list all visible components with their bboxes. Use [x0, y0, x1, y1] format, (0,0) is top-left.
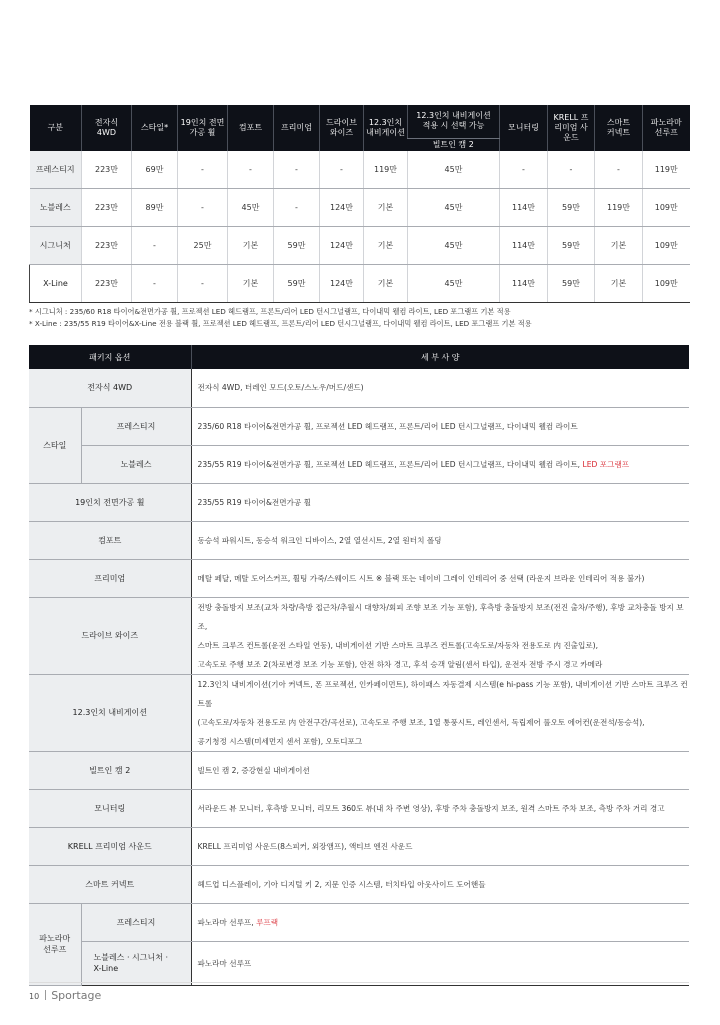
table-row: [29, 865, 689, 903]
header-navi-option: 12.3인치 내비게이션 적용 시 선택 가능: [408, 105, 500, 138]
option-desc: 235/55 R19 타이어&전면가공 휠: [191, 483, 689, 521]
price-cell: -: [320, 151, 364, 189]
option-group-name: 파노라마 선루프: [29, 903, 81, 985]
price-cell: 109만: [643, 189, 690, 227]
option-price-table: [29, 105, 690, 303]
option-desc: 동승석 파워시트, 동승석 워크인 디바이스, 2열 열선시트, 2열 원터치 폴딩: [191, 521, 689, 559]
price-cell: 114만: [500, 189, 548, 227]
table-row: [30, 189, 690, 227]
option-name: 19인치 전면가공 휠: [29, 483, 191, 521]
footer-separator: [45, 990, 46, 1000]
option-desc: 서라운드 뷰 모니터, 후측방 모니터, 리모트 360도 뷰(내 차 주변 영상), 후방 주차 충돌방지 보조, 원격 스마트 주차 보조, 측방 주차 거리 경고: [191, 789, 689, 827]
price-cell: 119만: [643, 151, 690, 189]
header-awd: 전자식 4WD: [82, 105, 132, 151]
price-cell: 기본: [364, 189, 408, 227]
price-cell: 45만: [228, 189, 274, 227]
option-desc: 메탈 페달, 메탈 도어스커프, 휠팅 가죽/스웨이드 시트 ※ 블랙 또는 네이비 그레이 인테리어 중 선택 (라운지 브라운 인테리어 적용 불가): [191, 559, 689, 597]
price-cell: 59만: [548, 227, 595, 265]
price-cell: 기본: [228, 227, 274, 265]
footnote-xline: * X-Line : 235/55 R19 타이어&X-Line 전용 블랙 휠, 프로젝션 LED 헤드램프, 프론트/리어 LED 턴시그널램프, 다이내믹 웰컴 라이트, LED 포그램프 기본 적용: [29, 319, 532, 328]
price-cell: 기본: [595, 227, 643, 265]
table-row: [29, 941, 689, 985]
option-desc: 파노라마 선루프, 루프랙: [191, 903, 689, 941]
option-name: KRELL 프리미엄 사운드: [29, 827, 191, 865]
option-sub-name: 노블레스 · 시그니처 · X-Line: [81, 941, 191, 985]
footnotes: [29, 306, 532, 330]
header-krell: KRELL 프리미엄 사운드: [548, 105, 595, 151]
option-desc: 헤드업 디스플레이, 기아 디지털 키 2, 지문 인증 시스템, 터치타입 아웃사이드 도어핸들: [191, 865, 689, 903]
price-cell: 45만: [408, 227, 500, 265]
price-cell: 109만: [643, 227, 690, 265]
header-drive-wise: 드라이브 와이즈: [320, 105, 364, 151]
price-cell: -: [500, 151, 548, 189]
price-cell: 59만: [548, 189, 595, 227]
table-row: [29, 521, 689, 559]
table-row: [30, 151, 690, 189]
table-row: [29, 674, 689, 751]
price-cell: -: [132, 227, 178, 265]
option-group-name: 스타일: [29, 407, 81, 483]
option-name: 스마트 커넥트: [29, 865, 191, 903]
table-row: [29, 597, 689, 674]
option-desc: 12.3인치 내비게이션(기아 커넥트, 폰 프로젝션, 인카페이먼트), 하이패스 자동결제 시스템(e hi-pass 기능 포함), 내비게이션 기반 스마트 크루즈 컨트롤 (고속도로/자동차 전용도로 内 안전구간/곡선로), 고속도로 주행 보조, 1열 통풍시트, 레인센서, 독립제어 풀오토 에어컨(운전석/동승석), 공기청정 시스템(미세먼지 센서 포함), 오토디포그: [191, 674, 689, 751]
price-cell: 223만: [82, 189, 132, 227]
price-cell: -: [132, 265, 178, 303]
header-style: 스타일*: [132, 105, 178, 151]
trim-name: 시그니처: [30, 227, 82, 265]
header-builtin-cam: 빌트인 캠 2: [408, 138, 500, 151]
price-cell: 45만: [408, 151, 500, 189]
price-cell: -: [548, 151, 595, 189]
table-row: [29, 483, 689, 521]
option-desc: 235/55 R19 타이어&전면가공 휠, 프로젝션 LED 헤드램프, 프론트/리어 LED 턴시그널램프, 다이내믹 웰컴 라이트, LED 포그램프: [191, 445, 689, 483]
price-cell: 기본: [364, 265, 408, 303]
option-name: 프리미엄: [29, 559, 191, 597]
header-panorama: 파노라마 선루프: [643, 105, 690, 151]
table-row: [29, 827, 689, 865]
option-desc: 파노라마 선루프: [191, 941, 689, 985]
price-cell: 109만: [643, 265, 690, 303]
option-desc: 전방 충돌방지 보조(교차 차량/측방 접근차/추월시 대향차/회피 조향 보조 기능 포함), 후측방 충돌방지 보조(전진 출차/주행), 후방 교차충돌 방지 보조, 스마트 크루즈 컨트롤(운전 스타일 연동), 내비게이션 기반 스마트 크루즈 컨트롤(고속도로/자동차 전용도로 内 진출입로), 고속도로 주행 보조 2(차로변경 보조 기능 포함), 안전 하차 경고, 후석 승객 알림(센서 타입), 운전자 전방 주시 경고 카메라: [191, 597, 689, 674]
option-sub-name: 노블레스: [81, 445, 191, 483]
option-desc: KRELL 프리미엄 사운드(8스피커, 외장앰프), 액티브 엔진 사운드: [191, 827, 689, 865]
price-cell: -: [178, 265, 228, 303]
price-cell: -: [595, 151, 643, 189]
price-cell: 45만: [408, 189, 500, 227]
price-cell: -: [178, 189, 228, 227]
table-row: [29, 559, 689, 597]
price-cell: 124만: [320, 227, 364, 265]
table-row: [29, 369, 689, 407]
option-name: 드라이브 와이즈: [29, 597, 191, 674]
header-package-option: 패키지 옵션: [29, 345, 191, 369]
price-cell: 119만: [595, 189, 643, 227]
price-cell: 124만: [320, 189, 364, 227]
trim-name: 노블레스: [30, 189, 82, 227]
price-cell: 124만: [320, 265, 364, 303]
table-row: [29, 789, 689, 827]
price-cell: 114만: [500, 265, 548, 303]
page-footer: [29, 989, 101, 1002]
footer-divider: [29, 982, 689, 983]
price-cell: 223만: [82, 151, 132, 189]
page-number: 10: [29, 992, 40, 1001]
price-cell: -: [274, 151, 320, 189]
price-cell: 기본: [364, 227, 408, 265]
header-smart-connect: 스마트 커넥트: [595, 105, 643, 151]
price-cell: 45만: [408, 265, 500, 303]
option-name: 12.3인치 내비게이션: [29, 674, 191, 751]
trim-name: 프레스티지: [30, 151, 82, 189]
header-wheel: 19인치 전면가공 휠: [178, 105, 228, 151]
price-cell: 114만: [500, 227, 548, 265]
header-premium: 프리미엄: [274, 105, 320, 151]
option-sub-name: 프레스티지: [81, 903, 191, 941]
price-cell: 223만: [82, 227, 132, 265]
price-cell: 25만: [178, 227, 228, 265]
price-cell: 89만: [132, 189, 178, 227]
option-name: 모니터링: [29, 789, 191, 827]
option-desc: 235/60 R18 타이어&전면가공 휠, 프로젝션 LED 헤드램프, 프론트/리어 LED 턴시그널램프, 다이내믹 웰컴 라이트: [191, 407, 689, 445]
price-cell: 69만: [132, 151, 178, 189]
price-cell: -: [178, 151, 228, 189]
option-sub-name: 프레스티지: [81, 407, 191, 445]
option-name: 컴포트: [29, 521, 191, 559]
table-row: [29, 407, 689, 445]
table-row: [30, 227, 690, 265]
footnote-signature: * 시그니처 : 235/60 R18 타이어&전면가공 휠, 프로젝션 LED 헤드램프, 프론트/리어 LED 턴시그널램프, 다이내믹 웰컴 라이트, LED 포그램프 기본 적용: [29, 307, 511, 316]
package-detail-table: [29, 345, 689, 986]
header-detail: 세 부 사 양: [191, 345, 689, 369]
option-desc: 전자식 4WD, 터레인 모드(오토/스노우/머드/샌드): [191, 369, 689, 407]
price-cell: 223만: [82, 265, 132, 303]
header-category: 구분: [30, 105, 82, 151]
header-comfort: 컴포트: [228, 105, 274, 151]
header-navigation: 12.3인치 내비게이션: [364, 105, 408, 151]
trim-name: X-Line: [30, 265, 82, 303]
price-cell: 59만: [274, 265, 320, 303]
price-cell: 기본: [228, 265, 274, 303]
price-cell: 기본: [595, 265, 643, 303]
option-desc: 빌트인 캠 2, 증강현실 내비게이션: [191, 751, 689, 789]
price-cell: 59만: [548, 265, 595, 303]
price-cell: 119만: [364, 151, 408, 189]
price-cell: 59만: [274, 227, 320, 265]
option-name: 전자식 4WD: [29, 369, 191, 407]
header-monitoring: 모니터링: [500, 105, 548, 151]
table-row: [29, 903, 689, 941]
price-cell: -: [228, 151, 274, 189]
table-row: [30, 265, 690, 303]
price-cell: -: [274, 189, 320, 227]
footer-title: Sportage: [51, 989, 102, 1002]
option-name: 빌트인 캠 2: [29, 751, 191, 789]
table-row: [29, 445, 689, 483]
table-row: [29, 751, 689, 789]
